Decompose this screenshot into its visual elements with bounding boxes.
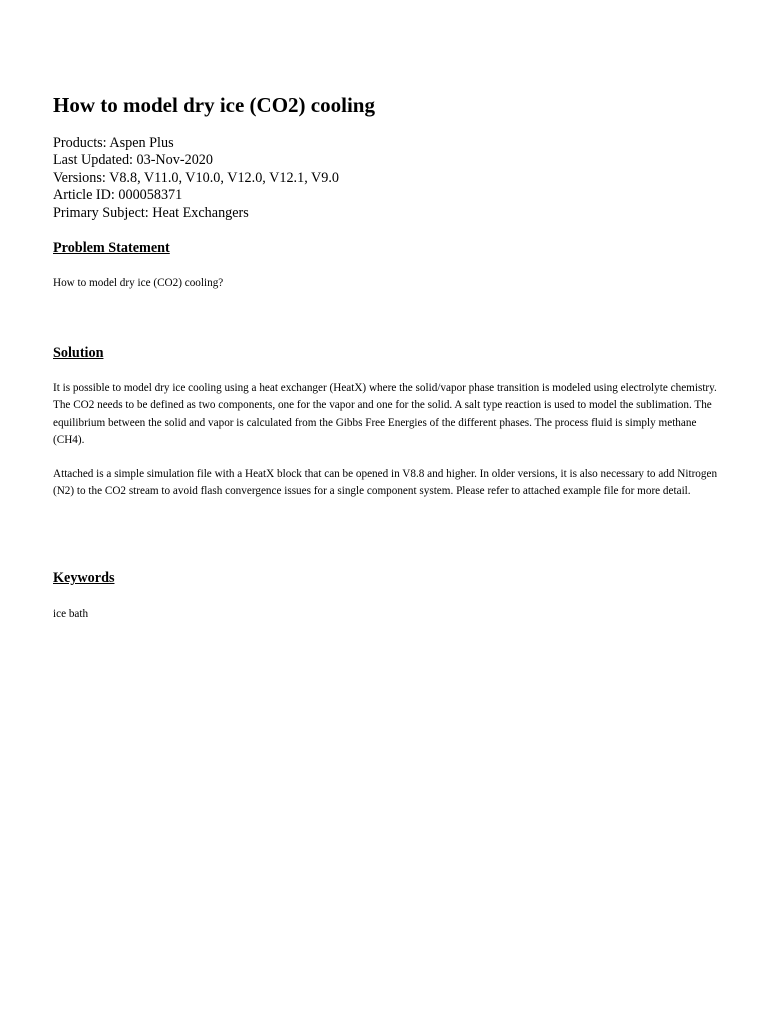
meta-products: Products: Aspen Plus [53,135,174,151]
meta-last-updated: Last Updated: 03-Nov-2020 [53,152,213,169]
article-title: How to model dry ice (CO2) cooling [53,93,375,117]
solution-paragraph-2: Attached is a simple simulation file with a HeatX block that can be opened in V8.8 and higher. In older versions, it is also necessary to add Nitrogen (N2) to the CO2 stream to avoid flash convergence issues for a single component system. Please refer to attached example file for more detail. [53,468,718,498]
meta-article-id: Article ID: 000058371 [53,187,183,204]
article-meta [53,135,339,222]
solution-heading: Solution [53,345,104,361]
problem-statement-heading: Problem Statement [53,240,170,256]
problem-statement-text: How to model dry ice (CO2) cooling? [53,277,224,289]
keywords-text: ice bath [53,608,89,620]
solution-paragraph-1: It is possible to model dry ice cooling using a heat exchanger (HeatX) where the solid/vapor phase transition is modeled using electrolyte chemistry. The CO2 needs to be defined as two components, one for the vapor and one for the solid. A salt type reaction is used to model the sublimation. The equilibrium between the solid and vapor is calculated from the Gibbs Free Energies of the different phases. The process fluid is simply methane (CH4). [53,382,717,446]
meta-versions: Versions: V8.8, V11.0, V10.0, V12.0, V12.1, V9.0 [53,169,340,186]
keywords-heading: Keywords [53,570,115,586]
meta-primary-subject: Primary Subject: Heat Exchangers [53,204,249,221]
